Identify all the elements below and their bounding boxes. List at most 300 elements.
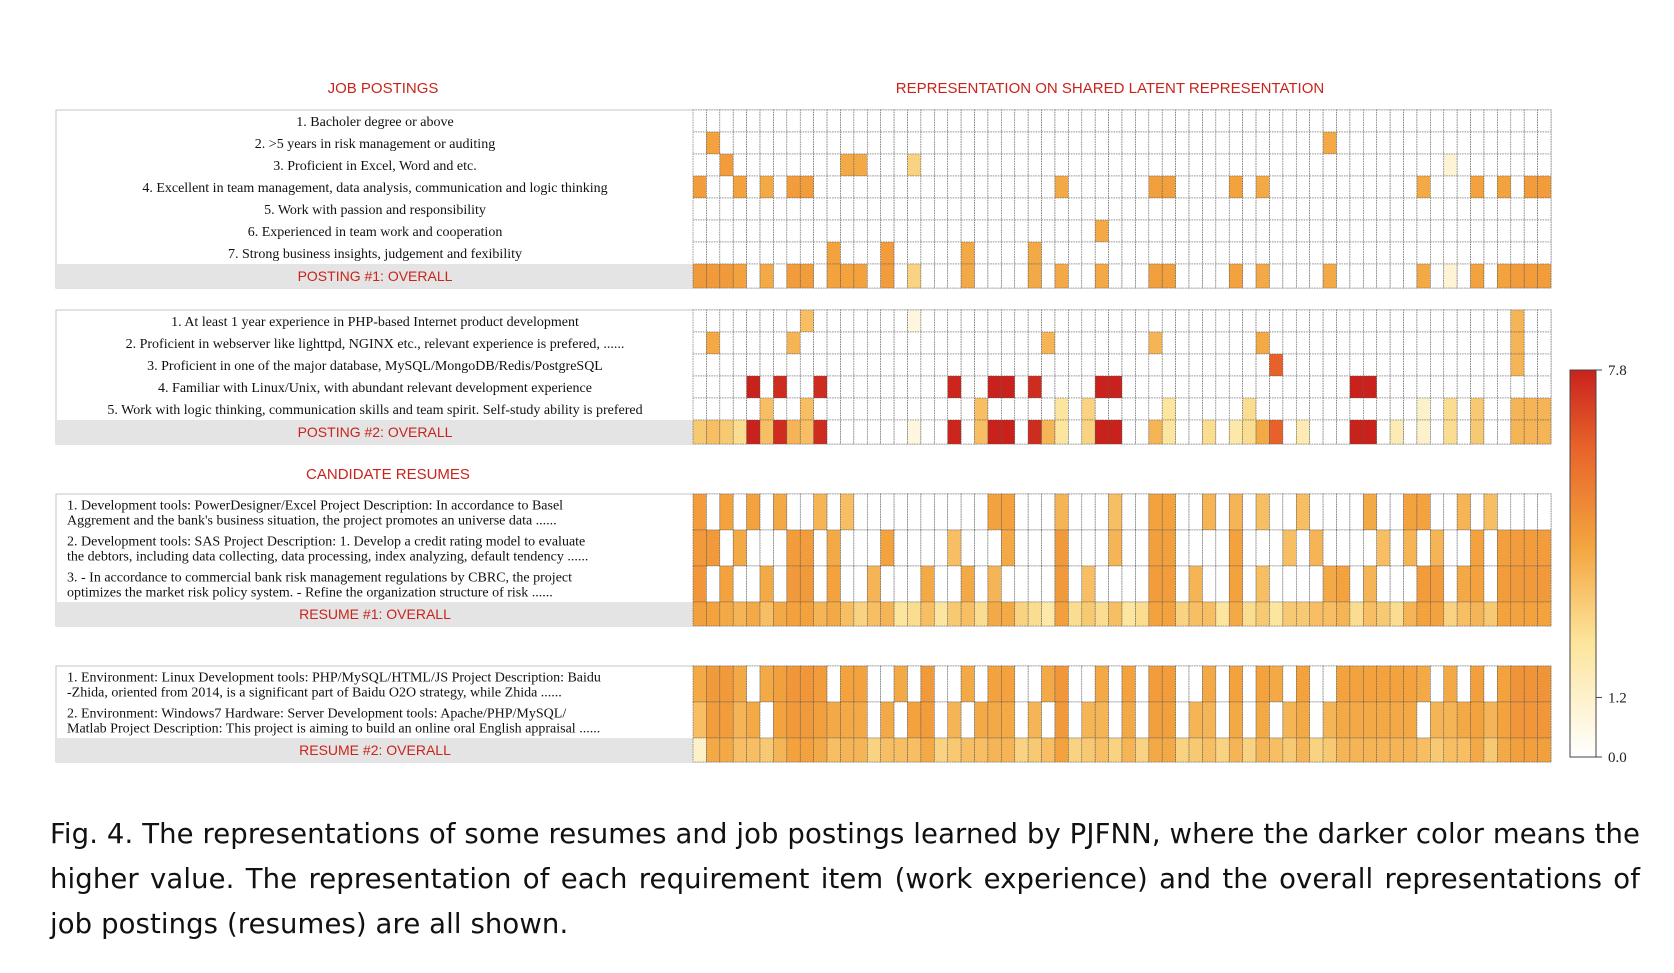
- heat-cell: [1484, 264, 1497, 288]
- heat-cell: [800, 666, 813, 702]
- heat-cell: [1068, 566, 1081, 602]
- heat-cell: [1430, 332, 1443, 354]
- heat-cell: [1497, 176, 1510, 198]
- row-label: 3. - In accordance to commercial bank risk management regulations by CBRC, the project: [67, 570, 573, 586]
- heat-cell: [1417, 264, 1430, 288]
- heat-cell: [908, 310, 921, 332]
- heat-cell: [1323, 110, 1336, 132]
- heat-cell: [1001, 494, 1014, 530]
- heat-cell: [1243, 420, 1256, 444]
- heat-cell: [1055, 110, 1068, 132]
- heat-cell: [840, 602, 853, 626]
- heat-cell: [1149, 530, 1162, 566]
- heat-cell: [1135, 176, 1148, 198]
- heat-cell: [814, 566, 827, 602]
- heat-cell: [1243, 566, 1256, 602]
- heat-cell: [1296, 376, 1309, 398]
- heat-cell: [1068, 310, 1081, 332]
- heat-cell: [1256, 354, 1269, 376]
- heat-cell: [1283, 264, 1296, 288]
- heat-cell: [1243, 310, 1256, 332]
- heat-cell: [1404, 310, 1417, 332]
- row-label: 2. >5 years in risk management or auditing: [254, 137, 496, 152]
- heat-cell: [881, 602, 894, 626]
- heat-cell: [1001, 738, 1014, 762]
- heat-cell: [1042, 310, 1055, 332]
- heat-cell: [1363, 198, 1376, 220]
- heat-cell: [1243, 376, 1256, 398]
- heat-cell: [1404, 154, 1417, 176]
- heat-cell: [921, 530, 934, 566]
- heat-cell: [1189, 566, 1202, 602]
- heat-cell: [747, 264, 760, 288]
- heat-cell: [1390, 176, 1403, 198]
- heat-cell: [1404, 738, 1417, 762]
- heat-cell: [934, 176, 947, 198]
- heat-cell: [881, 376, 894, 398]
- heat-cell: [975, 354, 988, 376]
- heat-cell: [1471, 242, 1484, 264]
- heat-cell: [1323, 354, 1336, 376]
- heat-cell: [1095, 176, 1108, 198]
- heat-cell: [1095, 566, 1108, 602]
- heat-cell: [1377, 110, 1390, 132]
- heat-cell: [827, 110, 840, 132]
- heat-cell: [1323, 530, 1336, 566]
- heat-cell: [787, 376, 800, 398]
- heat-cell: [1095, 602, 1108, 626]
- heat-cell: [814, 666, 827, 702]
- heat-cell: [1350, 332, 1363, 354]
- heat-cell: [1082, 738, 1095, 762]
- heat-cell: [1269, 566, 1282, 602]
- heat-cell: [975, 602, 988, 626]
- colorbar-tick-label: 7.8: [1608, 363, 1627, 379]
- heat-cell: [1538, 310, 1551, 332]
- heat-cell: [1417, 198, 1430, 220]
- heat-cell: [921, 110, 934, 132]
- heat-cell: [948, 332, 961, 354]
- heat-cell: [1471, 354, 1484, 376]
- heat-cell: [934, 494, 947, 530]
- heat-cell: [1042, 220, 1055, 242]
- heat-cell: [1484, 242, 1497, 264]
- heat-cell: [1122, 310, 1135, 332]
- heat-cell: [1176, 530, 1189, 566]
- heat-cell: [800, 176, 813, 198]
- heat-cell: [1390, 242, 1403, 264]
- heat-cell: [975, 110, 988, 132]
- block-2: [56, 310, 1551, 444]
- heat-cell: [1538, 566, 1551, 602]
- heat-cell: [1417, 602, 1430, 626]
- heat-cell: [1283, 566, 1296, 602]
- heat-cell: [1122, 530, 1135, 566]
- heat-cell: [1417, 666, 1430, 702]
- heat-cell: [988, 354, 1001, 376]
- heat-cell: [693, 666, 706, 702]
- heat-cell: [760, 376, 773, 398]
- heat-cell: [706, 264, 719, 288]
- heat-cell: [1109, 132, 1122, 154]
- heat-cell: [921, 738, 934, 762]
- heat-cell: [854, 242, 867, 264]
- heat-cell: [908, 494, 921, 530]
- heat-cell: [988, 398, 1001, 420]
- heat-cell: [1457, 420, 1470, 444]
- heat-cell: [1269, 420, 1282, 444]
- heat-cell: [854, 220, 867, 242]
- heat-cell: [693, 264, 706, 288]
- heat-cell: [787, 494, 800, 530]
- heat-cell: [1430, 220, 1443, 242]
- heat-cell: [1484, 420, 1497, 444]
- heat-cell: [921, 310, 934, 332]
- heat-cell: [1457, 332, 1470, 354]
- heat-cell: [1363, 738, 1376, 762]
- heat-cell: [773, 242, 786, 264]
- heat-cell: [1404, 220, 1417, 242]
- heat-cell: [1524, 310, 1537, 332]
- heat-cell: [720, 220, 733, 242]
- heat-cell: [760, 354, 773, 376]
- heat-cell: [1323, 398, 1336, 420]
- heat-cell: [1484, 154, 1497, 176]
- heat-cell: [1162, 354, 1175, 376]
- heat-cell: [1055, 332, 1068, 354]
- heat-cell: [1082, 354, 1095, 376]
- heat-cell: [814, 110, 827, 132]
- heat-cell: [787, 132, 800, 154]
- heat-cell: [787, 332, 800, 354]
- heat-cell: [1269, 242, 1282, 264]
- heat-cell: [1095, 738, 1108, 762]
- heat-cell: [747, 220, 760, 242]
- heat-cell: [1377, 242, 1390, 264]
- heat-cell: [1055, 702, 1068, 738]
- heat-cell: [1122, 398, 1135, 420]
- block-3: [56, 494, 1551, 626]
- heat-cell: [894, 354, 907, 376]
- heat-cell: [1538, 602, 1551, 626]
- heat-cell: [1202, 566, 1215, 602]
- heat-cell: [760, 176, 773, 198]
- heat-cell: [760, 398, 773, 420]
- heat-cell: [975, 398, 988, 420]
- heat-cell: [988, 176, 1001, 198]
- heat-cell: [1068, 132, 1081, 154]
- heat-cell: [693, 154, 706, 176]
- heat-cell: [1216, 132, 1229, 154]
- heat-cell: [1162, 176, 1175, 198]
- heat-cell: [1323, 420, 1336, 444]
- heat-cell: [1337, 132, 1350, 154]
- heat-cell: [733, 132, 746, 154]
- heat-cell: [1457, 264, 1470, 288]
- heat-cell: [773, 420, 786, 444]
- heat-cell: [1042, 566, 1055, 602]
- heat-cell: [1028, 666, 1041, 702]
- heat-cell: [1243, 602, 1256, 626]
- heat-cell: [1202, 494, 1215, 530]
- heat-cell: [1229, 398, 1242, 420]
- heat-cell: [1082, 602, 1095, 626]
- heat-cell: [827, 420, 840, 444]
- heat-cell: [1042, 702, 1055, 738]
- heat-cell: [1015, 566, 1028, 602]
- heat-cell: [988, 132, 1001, 154]
- heat-cell: [706, 154, 719, 176]
- heat-cell: [975, 332, 988, 354]
- heat-cell: [1229, 332, 1242, 354]
- heat-cell: [867, 738, 880, 762]
- heat-cell: [827, 494, 840, 530]
- heat-cell: [1122, 110, 1135, 132]
- heat-cell: [1444, 176, 1457, 198]
- heat-cell: [1042, 376, 1055, 398]
- heat-cell: [1256, 602, 1269, 626]
- heat-cell: [1256, 198, 1269, 220]
- job-postings-title: JOB POSTINGS: [327, 80, 439, 97]
- heat-cell: [1095, 154, 1108, 176]
- heat-cell: [1095, 264, 1108, 288]
- heat-cell: [1028, 198, 1041, 220]
- heat-cell: [1457, 566, 1470, 602]
- heat-cell: [1404, 110, 1417, 132]
- heat-cell: [1430, 666, 1443, 702]
- row-label: 4. Familiar with Linux/Unix, with abundant relevant development experience: [158, 381, 592, 396]
- heat-cell: [1082, 332, 1095, 354]
- heat-cell: [1430, 110, 1443, 132]
- heat-cell: [733, 242, 746, 264]
- heat-cell: [1484, 666, 1497, 702]
- heat-cell: [1135, 494, 1148, 530]
- heat-cell: [1256, 494, 1269, 530]
- heat-cell: [827, 198, 840, 220]
- heat-cell: [1189, 310, 1202, 332]
- heat-cell: [934, 666, 947, 702]
- heat-cell: [1176, 154, 1189, 176]
- heat-cell: [1015, 154, 1028, 176]
- heat-cell: [988, 332, 1001, 354]
- heat-cell: [787, 110, 800, 132]
- heat-cell: [1283, 398, 1296, 420]
- heat-cell: [1377, 566, 1390, 602]
- heat-cell: [1109, 602, 1122, 626]
- heat-cell: [894, 332, 907, 354]
- heat-cell: [693, 242, 706, 264]
- heat-cell: [1404, 242, 1417, 264]
- heat-cell: [1417, 494, 1430, 530]
- heat-cell: [948, 132, 961, 154]
- heat-cell: [1229, 242, 1242, 264]
- heat-cell: [1122, 738, 1135, 762]
- colorbar: [1570, 363, 1627, 766]
- heat-cell: [921, 702, 934, 738]
- heat-cell: [1444, 566, 1457, 602]
- heat-cell: [800, 494, 813, 530]
- heat-cell: [1109, 566, 1122, 602]
- heat-cell: [1538, 666, 1551, 702]
- heat-cell: [961, 176, 974, 198]
- heat-cell: [975, 154, 988, 176]
- heat-cell: [1363, 566, 1376, 602]
- heat-cell: [1055, 738, 1068, 762]
- heat-cell: [1310, 198, 1323, 220]
- heat-cell: [827, 738, 840, 762]
- heat-cell: [787, 264, 800, 288]
- heat-cell: [1417, 566, 1430, 602]
- heat-cell: [840, 110, 853, 132]
- row-label: 1. Bacholer degree or above: [296, 115, 454, 130]
- heat-cell: [1310, 398, 1323, 420]
- heat-cell: [1377, 398, 1390, 420]
- heat-cell: [1216, 332, 1229, 354]
- heat-cell: [1202, 666, 1215, 702]
- heat-cell: [988, 566, 1001, 602]
- heat-cell: [1484, 494, 1497, 530]
- heat-cell: [1404, 354, 1417, 376]
- heat-cell: [1015, 530, 1028, 566]
- heat-cell: [1511, 220, 1524, 242]
- heat-cell: [1404, 602, 1417, 626]
- heat-cell: [975, 420, 988, 444]
- heat-cell: [1269, 176, 1282, 198]
- heat-cell: [1109, 702, 1122, 738]
- heat-cell: [706, 220, 719, 242]
- heat-cell: [773, 354, 786, 376]
- heat-cell: [975, 198, 988, 220]
- heat-cell: [1323, 494, 1336, 530]
- heat-cell: [948, 738, 961, 762]
- heat-cell: [1377, 420, 1390, 444]
- heat-cell: [1511, 602, 1524, 626]
- heat-cell: [1363, 354, 1376, 376]
- heat-cell: [1404, 264, 1417, 288]
- heat-cell: [1162, 310, 1175, 332]
- heat-cell: [1001, 420, 1014, 444]
- heat-cell: [948, 198, 961, 220]
- heat-cell: [1471, 566, 1484, 602]
- heat-cell: [1511, 198, 1524, 220]
- heat-cell: [908, 220, 921, 242]
- heat-cell: [988, 310, 1001, 332]
- heat-cell: [908, 132, 921, 154]
- heat-cell: [1323, 702, 1336, 738]
- heat-cell: [961, 602, 974, 626]
- heat-cell: [1082, 376, 1095, 398]
- heat-cell: [1135, 242, 1148, 264]
- heat-cell: [934, 354, 947, 376]
- heat-cell: [747, 198, 760, 220]
- heat-cell: [1484, 702, 1497, 738]
- heat-cell: [827, 566, 840, 602]
- heat-cell: [1109, 738, 1122, 762]
- heat-cell: [1149, 602, 1162, 626]
- block-4: [56, 666, 1551, 762]
- heat-cell: [1444, 494, 1457, 530]
- heat-cell: [1337, 264, 1350, 288]
- heat-cell: [921, 332, 934, 354]
- row-label: -Zhida, oriented from 2014, is a significant part of Baidu O2O strategy, while Zhida ......: [67, 685, 562, 701]
- heat-cell: [1417, 310, 1430, 332]
- heat-cell: [1243, 398, 1256, 420]
- heat-cell: [988, 264, 1001, 288]
- heat-cell: [1471, 398, 1484, 420]
- heat-cell: [921, 376, 934, 398]
- heat-cell: [814, 220, 827, 242]
- heat-cell: [840, 566, 853, 602]
- heat-cell: [1082, 420, 1095, 444]
- heat-cell: [1390, 376, 1403, 398]
- heat-cell: [840, 332, 853, 354]
- heat-cell: [1055, 354, 1068, 376]
- heat-cell: [787, 198, 800, 220]
- heat-cell: [1149, 354, 1162, 376]
- heat-cell: [1417, 420, 1430, 444]
- heat-cell: [908, 332, 921, 354]
- heat-cell: [720, 602, 733, 626]
- heat-cell: [1082, 264, 1095, 288]
- heat-cell: [908, 242, 921, 264]
- heat-cell: [1202, 310, 1215, 332]
- heat-cell: [720, 332, 733, 354]
- heat-cell: [1109, 176, 1122, 198]
- heat-cell: [1068, 110, 1081, 132]
- heat-cell: [1015, 242, 1028, 264]
- heat-cell: [693, 176, 706, 198]
- heat-cell: [1417, 242, 1430, 264]
- heat-cell: [921, 132, 934, 154]
- heat-cell: [1310, 566, 1323, 602]
- heat-cell: [1363, 154, 1376, 176]
- heat-cell: [881, 264, 894, 288]
- overall-label: RESUME #1: OVERALL: [299, 606, 451, 622]
- heat-cell: [1216, 220, 1229, 242]
- heat-cell: [1189, 154, 1202, 176]
- heat-cell: [1028, 398, 1041, 420]
- heat-cell: [760, 110, 773, 132]
- heat-cell: [1055, 198, 1068, 220]
- row-label: 3. Proficient in Excel, Word and etc.: [273, 159, 477, 174]
- heat-cell: [773, 110, 786, 132]
- heat-cell: [961, 220, 974, 242]
- heat-cell: [1162, 494, 1175, 530]
- heat-cell: [1377, 738, 1390, 762]
- heat-cell: [1511, 398, 1524, 420]
- heat-cell: [1256, 132, 1269, 154]
- heat-cell: [1323, 220, 1336, 242]
- heat-cell: [1109, 398, 1122, 420]
- heat-cell: [747, 738, 760, 762]
- heat-cell: [1162, 602, 1175, 626]
- heat-cell: [747, 132, 760, 154]
- colorbar-gradient: [1570, 370, 1596, 757]
- heat-cell: [1471, 702, 1484, 738]
- heat-cell: [961, 666, 974, 702]
- heat-cell: [1162, 566, 1175, 602]
- heat-cell: [1243, 738, 1256, 762]
- heat-cell: [1497, 220, 1510, 242]
- heat-cell: [1109, 420, 1122, 444]
- heat-cell: [1337, 310, 1350, 332]
- heat-cell: [1216, 110, 1229, 132]
- heat-cell: [988, 154, 1001, 176]
- heat-cell: [1095, 530, 1108, 566]
- heat-cell: [1337, 332, 1350, 354]
- heat-cell: [1310, 420, 1323, 444]
- heat-cell: [1457, 738, 1470, 762]
